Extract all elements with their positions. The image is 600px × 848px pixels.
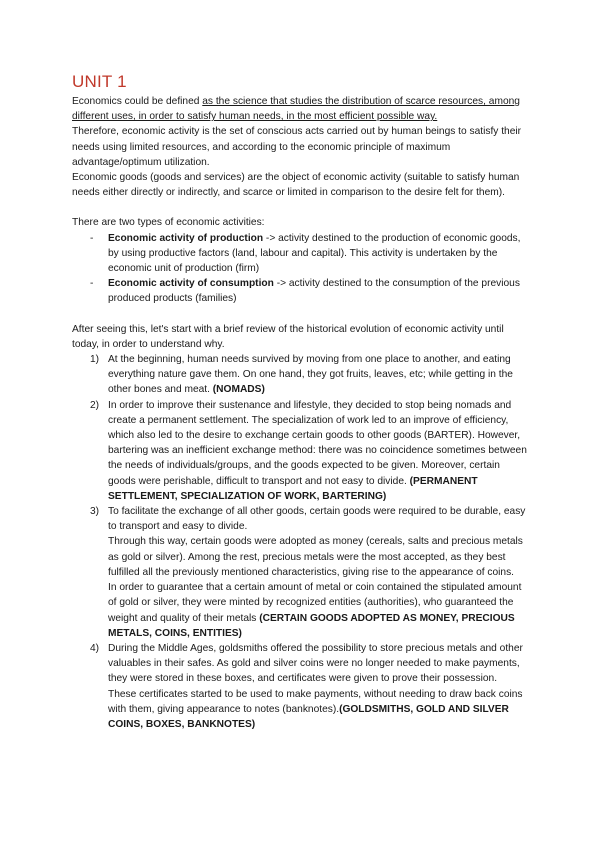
item-text-2: Through this way, certain goods were adopted as money (cereals, salts and precious metals as gold or silver). Among the rest, precious metals were the most accepted, as they best fulfilled all the previously mentioned characteristics, giving rise to the appearance of coins.: [108, 536, 523, 578]
dash-marker: -: [90, 232, 94, 244]
item-description: -> activity destined to the production of economic goods, by using productive factors (land, labour and capital). This activity is undertaken by the economic unit of production (firm): [108, 232, 521, 275]
activity-types-list: [72, 231, 528, 307]
definition-paragraph: [72, 94, 528, 124]
number-marker: 4): [90, 642, 100, 654]
history-list: [72, 352, 528, 732]
list-item: [72, 504, 528, 641]
document-page: [72, 72, 528, 732]
history-intro: After seeing this, let's start with a brief review of the historical evolution of economic activity until today, in order to understand why.: [72, 323, 504, 350]
item-term: Economic activity of consumption: [108, 278, 274, 290]
item-description: -> activity destined to the consumption of the previous produced products (families): [108, 278, 520, 305]
list-item: [72, 352, 528, 398]
types-heading: There are two types of economic activities:: [72, 217, 265, 229]
economic-goods-paragraph: Economic goods (goods and services) are the object of economic activity (suitable to satisfy human needs either directly or indirectly, and scarce or limited in comparison to the desire felt for them).: [72, 172, 520, 199]
definition-lead: Economics could be defined: [72, 96, 203, 107]
item-text-2: These certificates started to be used to make payments, without needing to draw back coins with them, giving appearance to notes (banknotes).: [108, 688, 523, 715]
unit-title: UNIT 1: [72, 72, 127, 91]
list-item: [72, 641, 528, 732]
item-text: During the Middle Ages, goldsmiths offered the possibility to store precious metals and other valuables in their safes. As gold and silver coins were no longer needed to make payments, they were stored in these boxes, and certificates were given to prove their possession.: [108, 642, 523, 685]
number-marker: 3): [90, 506, 100, 518]
item-keywords: (PERMANENT SETTLEMENT, SPECIALIZATION OF WORK, BARTERING): [108, 475, 478, 502]
item-keywords: (CERTAIN GOODS ADOPTED AS MONEY, PRECIOUS METALS, COINS, ENTITIES): [108, 612, 515, 639]
item-text: At the beginning, human needs survived by moving from one place to another, and eating everything nature gave them. On one hand, they got fruits, leaves, etc; while getting in the other bones and meat.: [108, 354, 513, 396]
dash-marker: -: [90, 278, 94, 290]
item-text: To facilitate the exchange of all other goods, certain goods were required to be durable, easy to transport and easy to divide.: [108, 506, 526, 533]
list-item: [72, 231, 528, 277]
economic-activity-paragraph: Therefore, economic activity is the set of conscious acts carried out by human beings to satisfy their needs using limited resources, and according to the economic principle of maximum advantage/optimum utilization.: [72, 126, 522, 168]
list-item: [72, 276, 528, 306]
item-text: In order to improve their sustenance and lifestyle, they decided to stop being nomads and create a permanent settlement. The specialization of work led to an improve of efficiency, which also led to the desire to exchange certain goods to other goods (BARTER). However, bartering was an inefficient exchange method: there was no coincidence sometimes between the needs of individuals/groups, and the goods expected to be given. Moreover, certain goods were perishable, difficult to transport and not easy to divide.: [108, 399, 527, 487]
list-item: [72, 398, 528, 504]
item-keywords: (NOMADS): [209, 384, 265, 396]
number-marker: 2): [90, 399, 100, 411]
item-text-3: In order to guarantee that a certain amount of metal or coin contained the stipulated amount of gold or silver, they were minted by recognized entities (authorities), who guaranteed the weight and quality of their metals: [108, 582, 522, 624]
item-term: Economic activity of production: [108, 232, 264, 244]
definition-underlined: as the science that studies the distribution of scarce resources, among different uses, in order to satisfy human needs, in the most efficient possible way.: [72, 96, 520, 123]
item-keywords: (GOLDSMITHS, GOLD AND SILVER COINS, BOXES, BANKNOTES): [108, 703, 509, 730]
number-marker: 1): [90, 354, 100, 366]
